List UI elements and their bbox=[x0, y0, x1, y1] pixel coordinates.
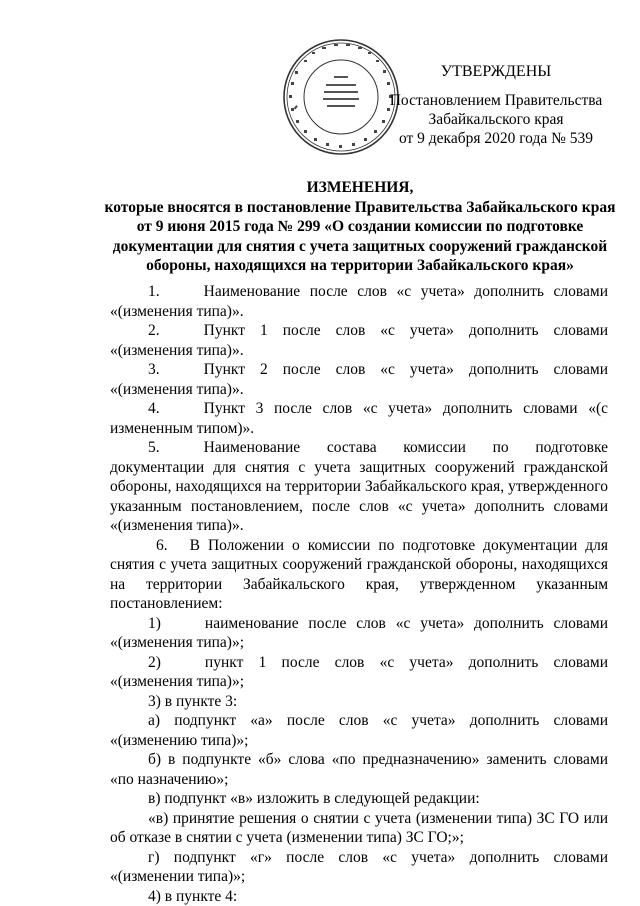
subitem-text: пункт 1 после слов «с учета» дополнить словами «(изменения типа)»; bbox=[110, 654, 608, 691]
item-text: В Положении о комиссии по подготовке документации для снятия с учета защитных сооружений гражданской обороны, находящихся на территории Забайкальского края, утвержденном указанным постановлением: bbox=[110, 537, 608, 613]
item-2 bbox=[110, 321, 608, 360]
approval-line-1: Постановлением Правительства bbox=[376, 91, 616, 110]
letter-g: г) подпункт «г» после слов «с учета» дополнить словами «(изменении типа)»; bbox=[110, 848, 608, 887]
item-text: Пункт 1 после слов «с учета» дополнить словами «(изменения типа)». bbox=[110, 322, 608, 359]
title-line-2: которые вносятся в постановление Правительства Забайкальского края bbox=[100, 198, 620, 218]
letter-v-text: «в) принятие решения о снятии с учета (изменении типа) ЗС ГО или об отказе в снятии с учета (изменении типа) ЗС ГО;»; bbox=[110, 809, 608, 848]
approval-line-2: Забайкальского края bbox=[376, 110, 616, 129]
item-3 bbox=[110, 360, 608, 399]
document-body bbox=[110, 282, 608, 906]
item-number: 3. bbox=[148, 361, 160, 378]
subitem-1 bbox=[110, 614, 608, 653]
item-number: 2. bbox=[148, 322, 160, 339]
subitem-2 bbox=[110, 653, 608, 692]
item-number: 1. bbox=[148, 283, 160, 300]
item-text: Пункт 3 после слов «с учета» дополнить словами «(с измененным типом)». bbox=[110, 400, 608, 437]
item-6 bbox=[110, 536, 608, 614]
item-5 bbox=[110, 438, 608, 536]
subitem-text: наименование после слов «с учета» дополнить словами «(изменения типа)»; bbox=[110, 615, 608, 652]
subitem-3 bbox=[110, 692, 608, 712]
subitem-number: 3) bbox=[148, 693, 161, 710]
item-number: 4. bbox=[148, 400, 160, 417]
approval-heading: УТВЕРЖДЕНЫ bbox=[376, 62, 616, 81]
item-4 bbox=[110, 399, 608, 438]
item-text: Наименование после слов «с учета» дополнить словами «(изменения типа)». bbox=[110, 283, 608, 320]
subitem-number: 1) bbox=[148, 615, 161, 632]
item-number: 6. bbox=[156, 537, 168, 554]
subitem-number: 2) bbox=[148, 654, 161, 671]
letter-v: в) подпункт «в» изложить в следующей редакции: bbox=[110, 789, 608, 809]
item-text: Наименование состава комиссии по подготовке документации для снятия с учета защитных сооружений гражданской обороны, находящихся на территории Забайкальского края, утвержденного указанным постановлением, после слов «с учета» дополнить словами «(изменения типа)». bbox=[110, 439, 608, 534]
item-text: Пункт 2 после слов «с учета» дополнить словами «(изменения типа)». bbox=[110, 361, 608, 398]
item-number: 5. bbox=[148, 439, 160, 456]
letter-b: б) в подпункте «б» слова «по предназначению» заменить словами «по назначению»; bbox=[110, 750, 608, 789]
item-1 bbox=[110, 282, 608, 321]
title-line-5: обороны, находящихся на территории Забайкальского края» bbox=[100, 256, 620, 276]
title-line-4: документации для снятия с учета защитных сооружений гражданской bbox=[100, 237, 620, 257]
subitem-4: 4) в пункте 4: bbox=[110, 887, 608, 906]
approval-block bbox=[376, 62, 616, 148]
approval-line-3: от 9 декабря 2020 года № 539 bbox=[376, 129, 616, 148]
title-line-3: от 9 июня 2015 года № 299 «О создании комиссии по подготовке bbox=[100, 217, 620, 237]
letter-a: а) подпункт «а» после слов «с учета» дополнить словами «(изменению типа)»; bbox=[110, 711, 608, 750]
subitem-text: в пункте 3: bbox=[165, 693, 237, 710]
title-line-1: ИЗМЕНЕНИЯ, bbox=[100, 178, 620, 198]
document-title bbox=[100, 178, 620, 276]
